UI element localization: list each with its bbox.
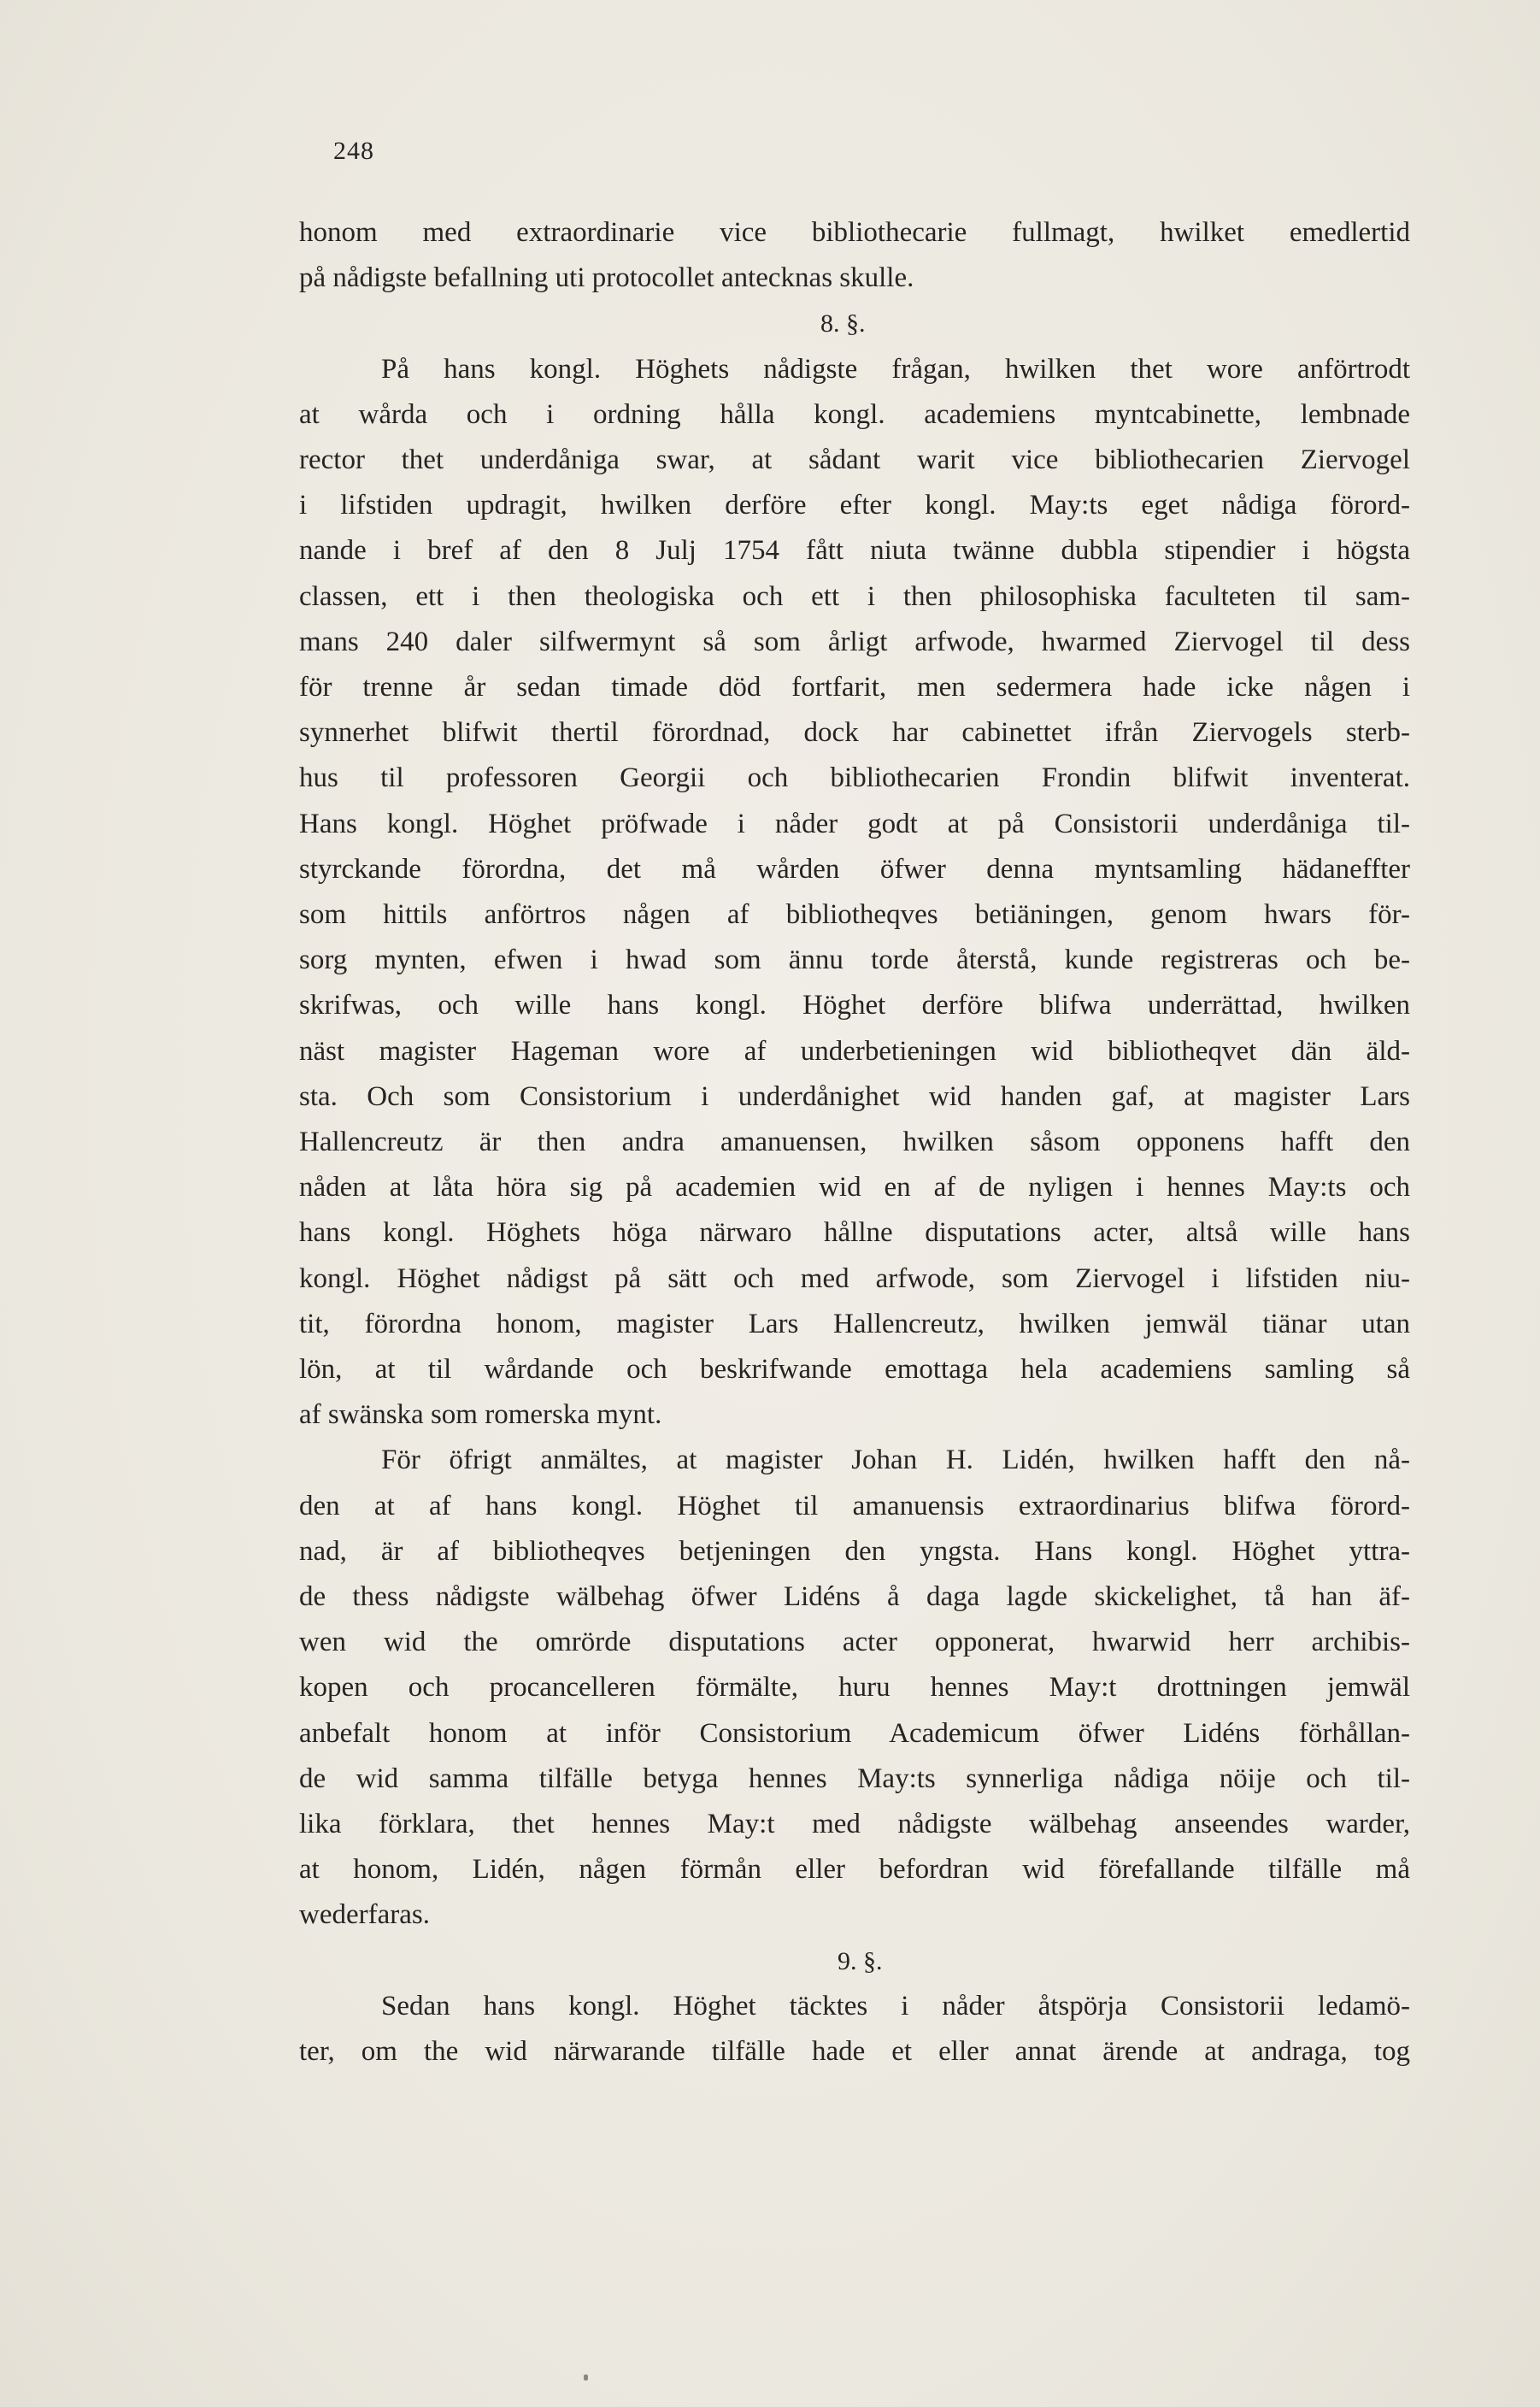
text-line: de wid samma tilfälle betyga hennes May:ts synnerliga nådiga nöije och til- xyxy=(299,1763,1410,1794)
text-line: de thess nådigste wälbehag öfwer Lidéns å daga lagde skickelighet, tå han äf- xyxy=(299,1581,1410,1612)
scan-speck xyxy=(584,2375,588,2381)
section-heading: 9. §. xyxy=(838,1946,883,1975)
text-line: sorg mynten, efwen i hwad som ännu torde återstå, kunde registreras och be- xyxy=(299,945,1410,976)
text-line: styrckande förordna, det må wården öfwer denna myntsamling hädaneffter xyxy=(299,853,1410,885)
text-line: nad, är af bibliotheqves betjeningen den yngsta. Hans kongl. Höghet yttra- xyxy=(299,1535,1410,1567)
text-line: kopen och procancelleren förmälte, huru hennes May:t drottningen jemwäl xyxy=(299,1672,1410,1704)
text-line: ter, om the wid närwarande tilfälle hade et eller annat ärende at andraga, tog xyxy=(299,2036,1410,2067)
text-line: at honom, Lidén, någen förmån eller befordran wid förefallande tilfälle må xyxy=(299,1854,1410,1886)
text-line: at wårda och i ordning hålla kongl. academiens myntcabinette, lembnade xyxy=(299,398,1410,430)
text-line: på nådigste befallning uti protocollet antecknas skulle. xyxy=(299,262,914,294)
text-line: lön, at til wårdande och beskrifwande emottaga hela academiens samling så xyxy=(299,1354,1410,1385)
text-line: Hallencreutz är then andra amanuensen, hwilken såsom opponens hafft den xyxy=(299,1127,1410,1157)
text-line: sta. Och som Consistorium i underdånighet wid handen gaf, at magister Lars xyxy=(299,1080,1410,1112)
text-line: tit, förordna honom, magister Lars Hallencreutz, hwilken jemwäl tiänar utan xyxy=(299,1308,1410,1339)
text-line: som hittils anförtros någen af bibliotheqves betiäningen, genom hwars för- xyxy=(299,899,1410,930)
text-line: Hans kongl. Höghet pröfwade i nåder godt at på Consistorii underdåniga til- xyxy=(299,808,1410,839)
text-line: anbefalt honom at inför Consistorium Academicum öfwer Lidéns förhållan- xyxy=(299,1717,1410,1749)
text-line: i lifstiden updragit, hwilken derföre efter kongl. May:ts eget nådiga förord- xyxy=(299,490,1410,521)
text-line: För öfrigt anmältes, at magister Johan H. Lidén, hwilken hafft den nå- xyxy=(381,1445,1410,1476)
text-line: lika förklara, thet hennes May:t med nådigste wälbehag anseendes warder, xyxy=(299,1809,1410,1839)
text-line: wederfaras. xyxy=(299,1899,430,1931)
text-line: den at af hans kongl. Höghet til amanuensis extraordinarius blifwa förord- xyxy=(299,1490,1410,1521)
text-line: kongl. Höghet nådigst på sätt och med arfwode, som Ziervogel i lifstiden niu- xyxy=(299,1262,1410,1294)
text-line: hus til professoren Georgii och bibliothecarien Frondin blifwit inventerat. xyxy=(299,762,1410,794)
section-heading: 8. §. xyxy=(820,309,866,338)
text-line: wen wid the omrörde disputations acter opponerat, hwarwid herr archibis- xyxy=(299,1627,1410,1658)
text-line: för trenne år sedan timade död fortfarit, men sedermera hade icke någen i xyxy=(299,672,1410,703)
text-line: mans 240 daler silfwermynt så som årligt arfwode, hwarmed Ziervogel til dess xyxy=(299,626,1410,657)
text-line: nåden at låta höra sig på academien wid en af de nyligen i hennes May:ts och xyxy=(299,1172,1410,1204)
text-line: På hans kongl. Höghets nådigste frågan, hwilken thet wore anförtrodt xyxy=(381,353,1410,385)
text-line: Sedan hans kongl. Höghet täcktes i nåder åtspörja Consistorii ledamö- xyxy=(381,1990,1410,2022)
text-line: honom med extraordinarie vice bibliothecarie fullmagt, hwilket emedlertid xyxy=(299,217,1410,248)
text-line: skrifwas, och wille hans kongl. Höghet derföre blifwa underrättad, hwilken xyxy=(299,990,1410,1021)
text-line: nande i bref af den 8 Julj 1754 fått niuta twänne dubbla stipendier i högsta xyxy=(299,535,1410,567)
text-line: hans kongl. Höghets höga närwaro hållne disputations acter, altså wille hans xyxy=(299,1217,1410,1249)
text-line: rector thet underdåniga swar, at sådant warit vice bibliothecarien Ziervogel xyxy=(299,444,1410,475)
text-line: näst magister Hageman wore af underbetieningen wid bibliotheqvet dän äld- xyxy=(299,1035,1410,1067)
text-line: synnerhet blifwit thertil förordnad, dock har cabinettet ifrån Ziervogels sterb- xyxy=(299,717,1410,749)
page-number: 248 xyxy=(333,137,374,165)
text-line: classen, ett i then theologiska och ett i then philosophiska faculteten til sam- xyxy=(299,580,1410,612)
text-line: af swänska som romerska mynt. xyxy=(299,1399,662,1431)
